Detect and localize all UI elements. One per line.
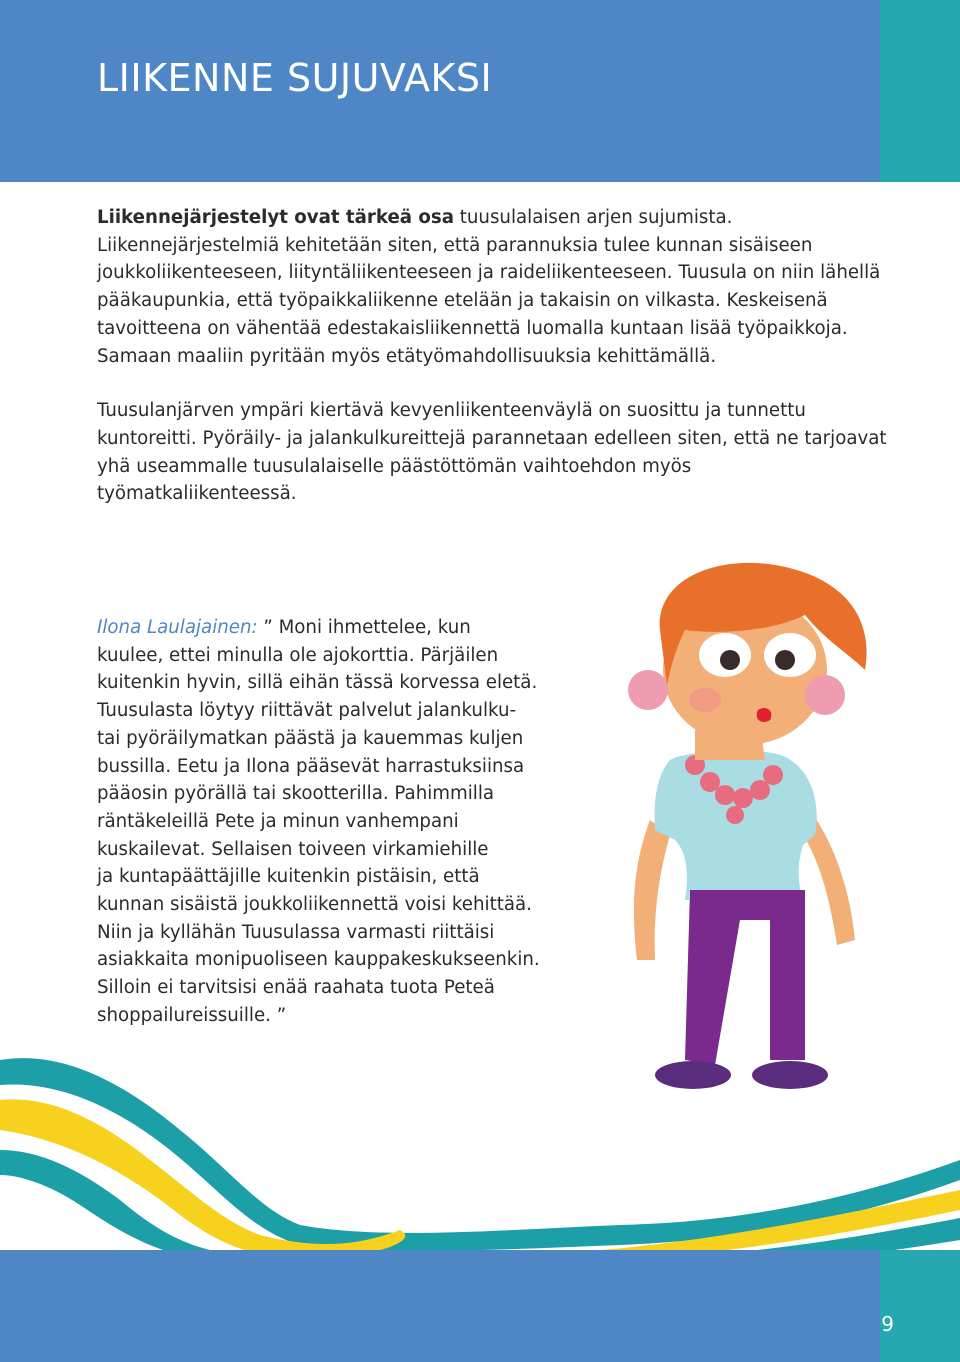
intro-paragraph-1 xyxy=(97,204,887,370)
torso xyxy=(655,751,817,905)
intro-lead: Liikennejärjestelyt ovat tärkeä osa xyxy=(97,207,454,228)
page-title: LIIKENNE SUJUVAKSI xyxy=(97,56,493,100)
head xyxy=(660,563,867,760)
shoes xyxy=(655,1061,828,1089)
quote-speaker: Ilona Laulajainen: xyxy=(97,617,258,638)
page-number: 9 xyxy=(881,1312,894,1336)
footer-accent-block xyxy=(880,1250,960,1362)
header-accent-block xyxy=(880,0,960,182)
intro-paragraph-1-text: tuusulalaisen arjen sujumista. Liikennejärjestelmiä kehitetään siten, että parannuksia tulee kunnan sisäiseen joukkoliikenteeseen, liityntäliikenteeseen ja raideliikenteeseen. Tuusula on niin lähellä pääkaupunkia, että työpaikkaliikenne etelään ja takaisin on vilkasta. Keskeisenä tavoitteena on vähentää edestakaisliikennettä luomalla kuntaan lisää työpaikkoja. Samaan maaliin pyritään myös etätyömahdollisuuksia kehittämällä. xyxy=(97,207,881,367)
legs xyxy=(685,890,805,1065)
intro-text xyxy=(97,204,887,508)
quote-block xyxy=(97,614,577,1030)
intro-paragraph-2: Tuusulanjärven ympäri kiertävä kevyenliikenteenväylä on suosittu ja tunnettu kuntoreitti. Pyöräily- ja jalankulkureittejä parannetaan edelleen siten, että ne tarjoavat yhä useammalle tuusulalaiselle päästöttömän vaihtoehdon myös työmatkaliikenteessä. xyxy=(97,400,887,505)
woman-illustration xyxy=(575,560,960,1200)
footer-band xyxy=(0,1250,960,1362)
quote-text: ” Moni ihmettelee, kun kuulee, ettei minulla ole ajokorttia. Pärjäilen kuitenkin hyvin, sillä eihän tässä korvessa eletä. Tuusulasta löytyy riittävät palvelut jalankulku- tai pyöräilymatkan päästä ja kauemmas kuljen bussilla. Eetu ja Ilona pääsevät harrastuksiinsa pääosin pyörällä tai skootterilla. Pahimmilla räntäkeleillä Pete ja minun vanhempani kuskailevat. Sellaisen toiveen virkamiehille ja kuntapäättäjille kuitenkin pistäisin, että kunnan sisäistä joukkoliikennettä voisi kehittää. Niin ja kyllähän Tuusulassa varmasti riittäisi asiakkaita monipuoliseen kauppakeskukseenkin. Silloin ei tarvitsisi enää raahata tuota Peteä shoppailureissuille. ” xyxy=(97,617,540,1026)
